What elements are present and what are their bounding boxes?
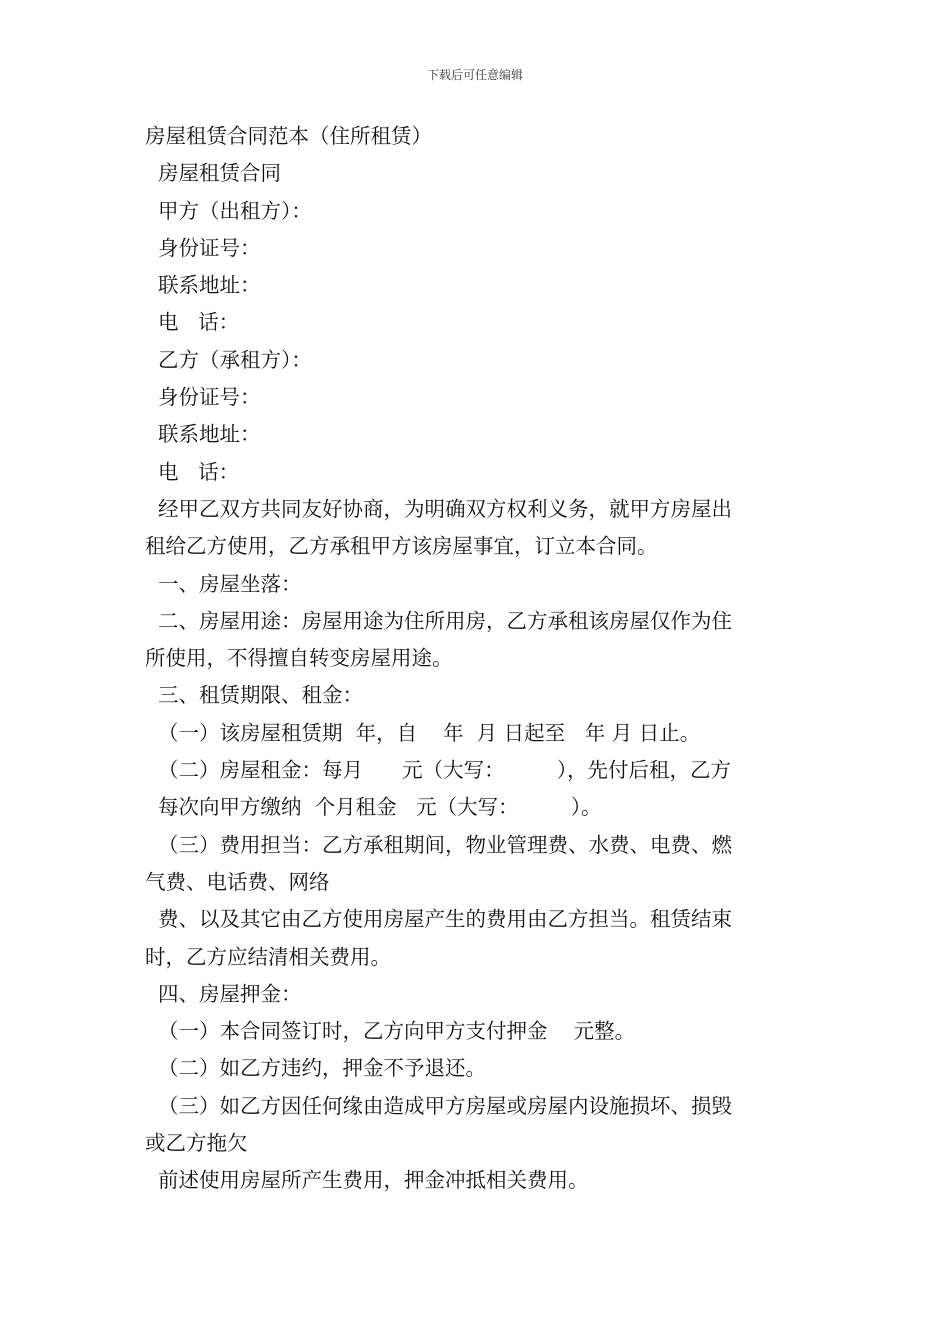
contract-heading: 房屋租赁合同 — [145, 161, 282, 186]
party-a-address: 联系地址： — [145, 273, 261, 298]
party-a-id-number: 身份证号： — [145, 235, 261, 260]
clause-deposit-offset: （三）如乙方因任何缘由造成甲方房屋或房屋内设施损坏、损毁 — [145, 1093, 733, 1118]
section-term-rent: 三、租赁期限、租金： — [145, 683, 364, 708]
header-note: 下载后可任意编辑 — [426, 68, 523, 82]
party-b-phone: 电 话： — [145, 459, 240, 484]
section-deposit: 四、房屋押金： — [145, 981, 302, 1006]
clause-fees-continued: 费、以及其它由乙方使用房屋产生的费用由乙方担当。租赁结束 — [145, 907, 733, 932]
document-title: 房屋租赁合同范本（住所租赁） — [145, 124, 432, 148]
party-a-phone: 电 话： — [145, 310, 240, 335]
party-b-address: 联系地址： — [145, 422, 261, 447]
clause-rent: （二）房屋租金：每月 元（大写： ），先付后租，乙方 — [145, 758, 732, 783]
clause-deposit-forfeit: （二）如乙方违约，押金不予退还。 — [145, 1056, 487, 1081]
party-b-label: 乙方（承租方）： — [145, 347, 312, 372]
clause-deposit-offset-continued: 或乙方拖欠 — [145, 1131, 248, 1156]
contract-body — [145, 118, 810, 1200]
section-usage: 二、房屋用途：房屋用途为住所用房，乙方承租该房屋仅作为住 — [145, 608, 733, 633]
party-b-id-number: 身份证号： — [145, 385, 261, 410]
clause-deposit-offset-continued: 前述使用房屋所产生费用，押金冲抵相关费用。 — [145, 1168, 589, 1193]
clause-term: （一）该房屋租赁期 年，自 年 月 日起至 年 月 日止。 — [145, 720, 701, 745]
preamble-line: 经甲乙双方共同友好协商，为明确双方权利义务，就甲方房屋出 — [145, 496, 733, 521]
party-a-label: 甲方（出租方）： — [145, 198, 312, 223]
section-usage-continued: 所使用，不得擅自转变房屋用途。 — [145, 646, 453, 671]
section-location: 一、房屋坐落： — [145, 571, 302, 596]
clause-rent-continued: 每次向甲方缴纳 个月租金 元（大写： ）。 — [145, 795, 602, 820]
clause-deposit-payment: （一）本合同签订时，乙方向甲方支付押金 元整。 — [145, 1019, 636, 1044]
clause-fees-continued: 气费、电话费、网络 — [145, 869, 330, 894]
clause-fees-continued: 时，乙方应结清相关费用。 — [145, 944, 391, 969]
clause-fees: （三）费用担当：乙方承租期间，物业管理费、水费、电费、燃 — [145, 832, 733, 857]
preamble-line: 租给乙方使用，乙方承租甲方该房屋事宜，订立本合同。 — [145, 534, 658, 559]
